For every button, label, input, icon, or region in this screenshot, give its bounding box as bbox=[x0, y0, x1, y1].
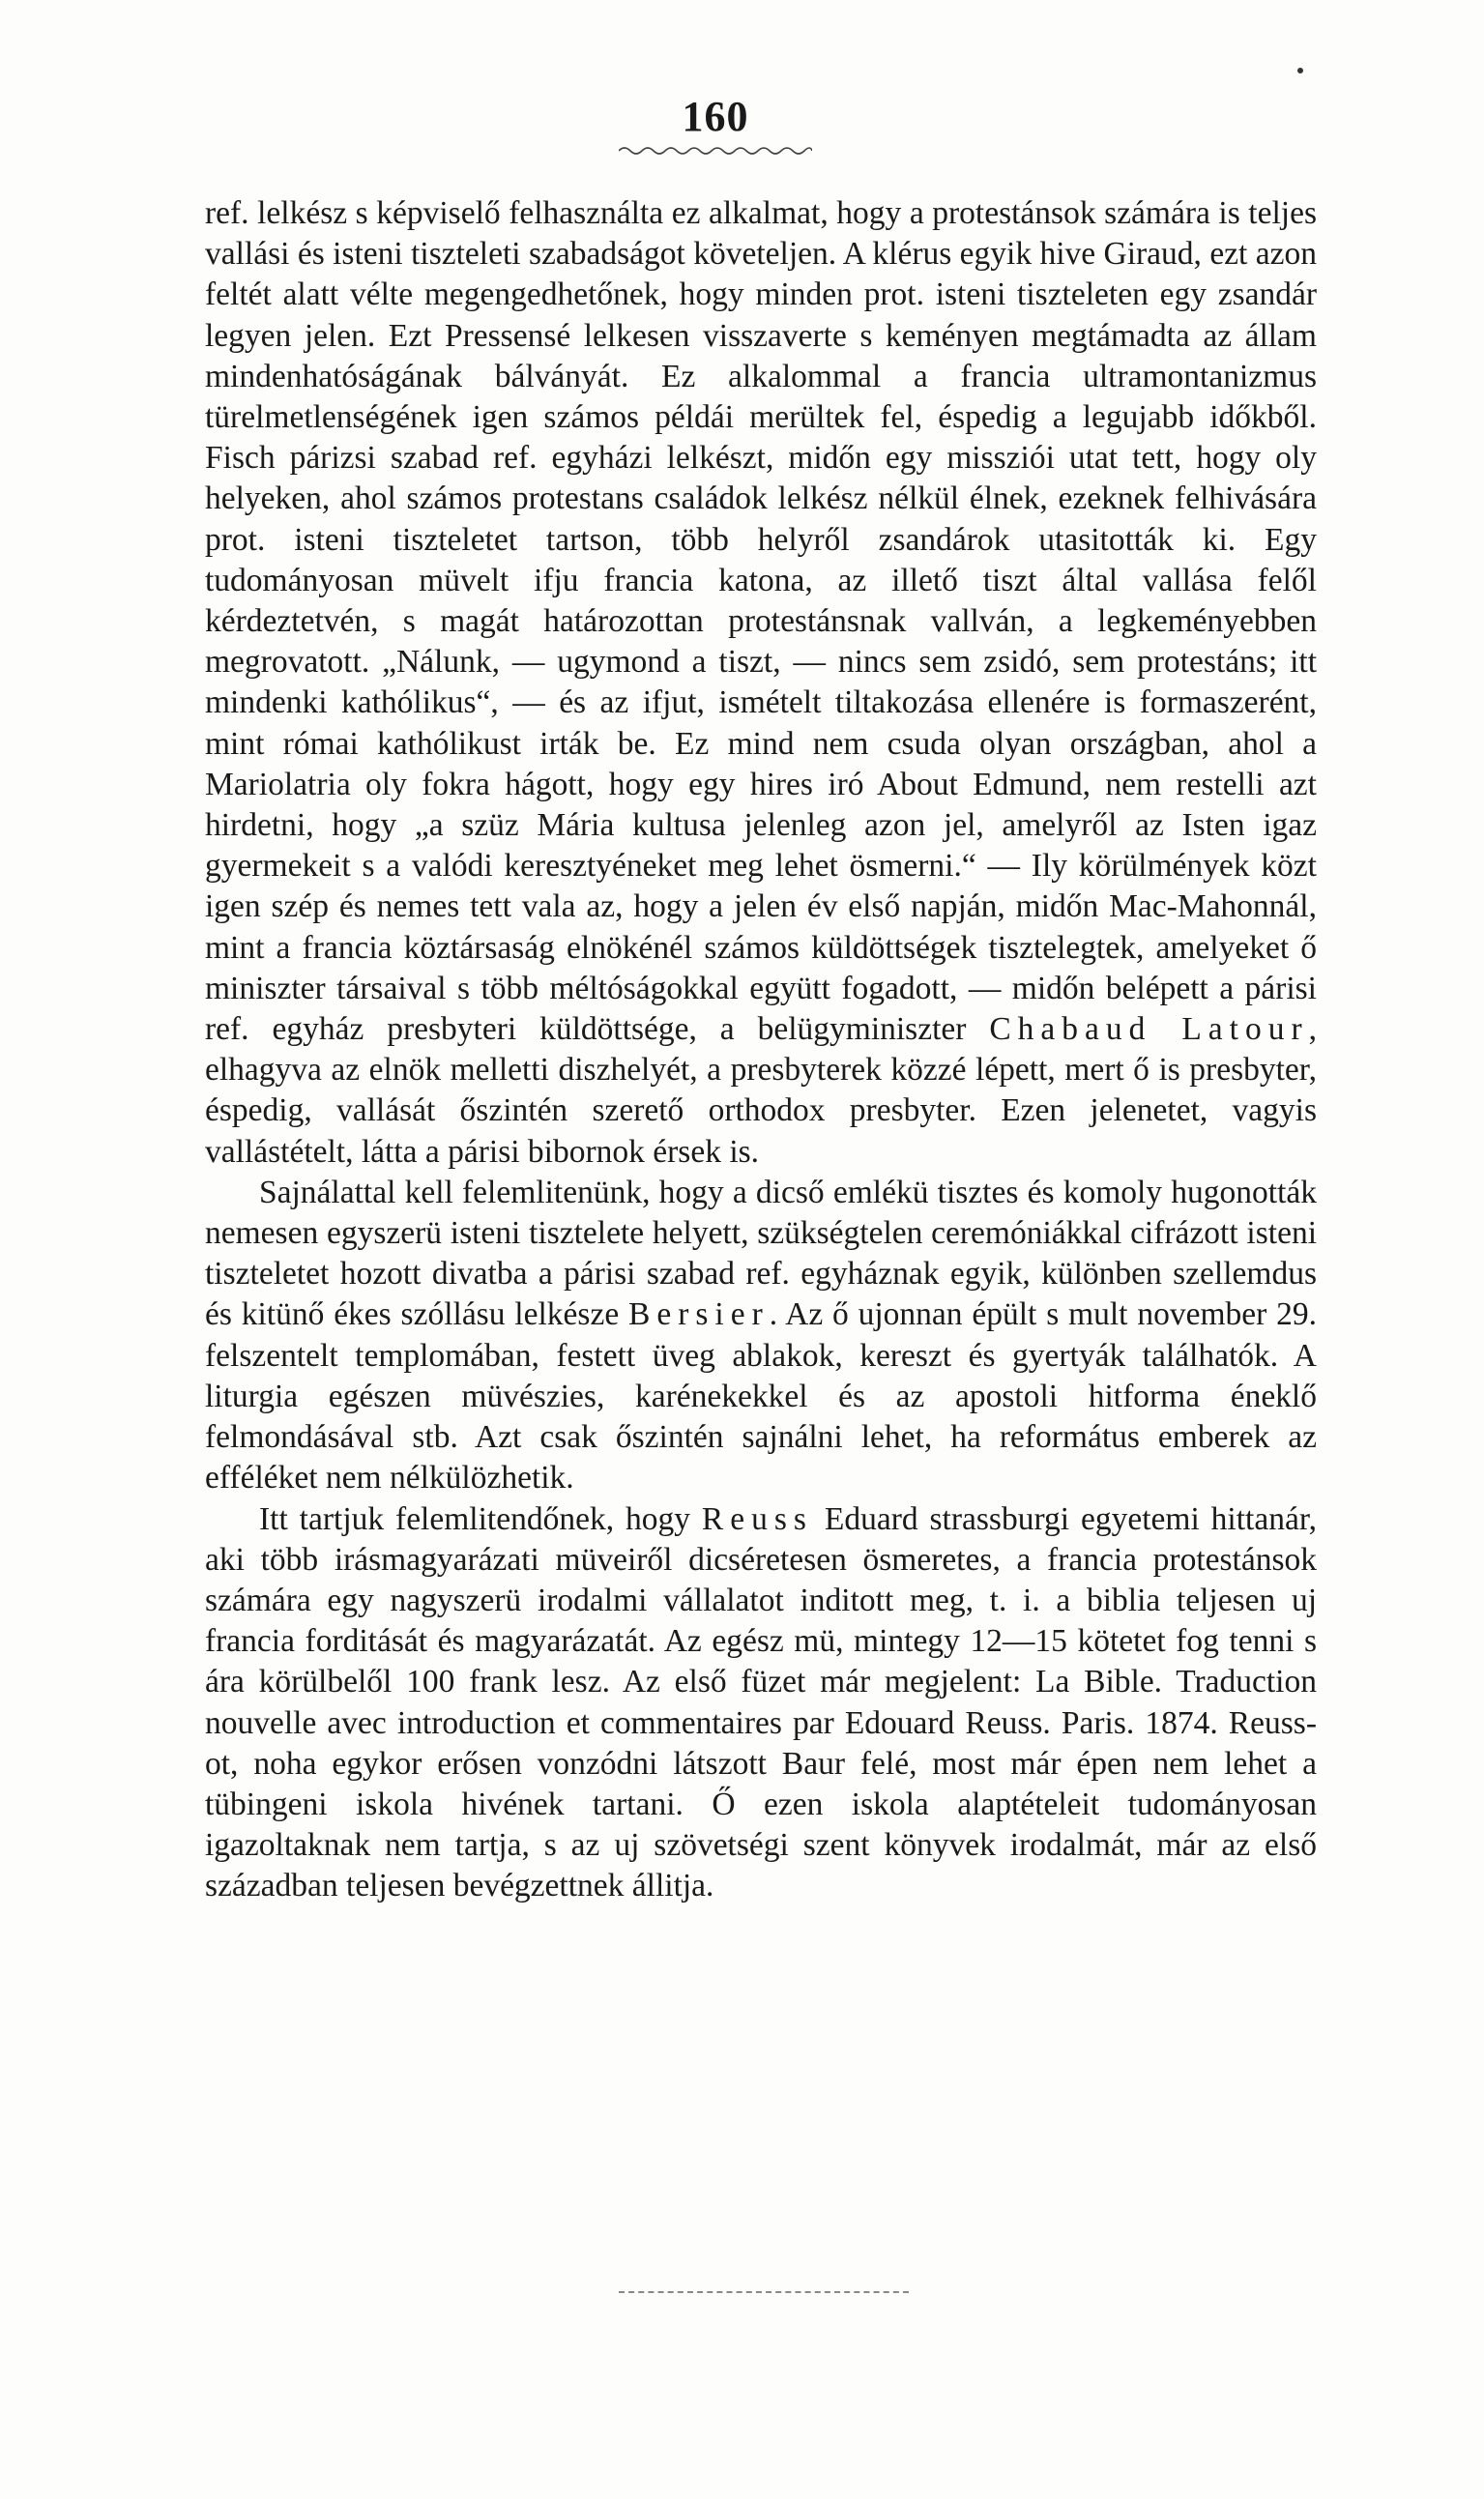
paragraph-1 bbox=[205, 193, 1317, 1173]
bottom-divider bbox=[619, 2291, 909, 2293]
page-number: 160 bbox=[682, 93, 749, 140]
text-run: Eduard strassburgi egyetemi hittanár, aki több irásmagyarázati müveiről dicséretesen ösmeretes, a francia protestánsok számára egy nagyszerü irodalmi vállalatot inditott meg, t. i. a biblia teljesen uj francia forditását és magyarázatát. Az egész mü, mintegy 12—15 kötetet fog tenni s ára körülbelől 100 frank lesz. Az első füzet már megjelent: La Bible. Traduction nouvelle avec introduction et commentaires par Edouard Reuss. Paris. 1874. Reuss-ot, noha egykor erősen vonzódni látszott Baur felé, most már épen nem lehet a tübingeni iskola hivének tartani. Ő ezen iskola alaptételeit tudományosan igazoltaknak nem tartja, s az uj szövetségi szent könyvek irodalmát, már az első században teljesen bevégzettnek állitja. bbox=[205, 1500, 1318, 1904]
text-run: Itt tartjuk felemlitendőnek, hogy bbox=[259, 1500, 702, 1537]
ink-speck bbox=[1297, 68, 1303, 73]
spaced-name: Chabaud Latour bbox=[989, 1011, 1309, 1048]
spaced-name: Reuss bbox=[701, 1500, 813, 1537]
paragraph-2 bbox=[205, 1173, 1317, 1499]
text-run: , elhagyva az elnök melletti diszhelyét, a presbyterek közzé lépett, mert ő is presbyter, éspedig, vallását őszintén szerető orthodox presbyter. Ezen jelenetet, vagyis vallástételt, látta a párisi bibornok érsek is. bbox=[205, 1011, 1317, 1170]
body-text bbox=[205, 193, 1317, 1907]
paragraph-3 bbox=[205, 1499, 1317, 1907]
text-run: ref. lelkész s képviselő felhasználta ez alkalmat, hogy a protestánsok számára is teljes vallási és isteni tiszteleti szabadságot követeljen. A klérus egyik hive Giraud, ezt azon feltét alatt vélte megengedhetőnek, hogy minden prot. isteni tiszteleten egy zsandár legyen jelen. Ezt Pressensé lelkesen visszaverte s keményen megtámadta az állam mindenhatóságának bálványát. Ez alkalommal a francia ultramontanizmus türelmetlenségének igen számos példái merültek fel, éspedig a legujabb időkből. Fisch párizsi szabad ref. egyházi lelkészt, midőn egy missziói utat tett, hogy oly helyeken, ahol számos protestans családok lelkész nélkül élnek, ezeknek felhivására prot. isteni tiszteletet tartson, több helyről zsandárok utasitották ki. Egy tudományosan müvelt ifju francia katona, az illető tiszt által vallása felől kérdeztetvén, s magát határozottan protestánsnak vallván, a legkeményebben megrovatott. „Nálunk, — ugymond a tiszt, — nincs sem zsidó, sem protestáns; itt mindenki kathólikus“, — és az ifjut, ismételt tiltakozása ellenére is formaszerént, mint római kathólikust irták be. Ez mind nem csuda olyan országban, ahol a Mariolatria oly fokra hágott, hogy egy hires iró About Edmund, nem restelli azt hirdetni, hogy „a szüz Mária kultusa jelenleg azon jel, amelyről az Isten igaz gyermekeit s a valódi keresztyéneket meg lehet ösmerni.“ — Ily körülmények közt igen szép és nemes tett vala az, hogy a jelen év első napján, midőn Mac-Mahonnál, mint a francia köztársaság elnökénél számos küldöttségek tisztelegtek, amelyeket ő miniszter társaival s több méltóságokkal együtt fogadott, — midőn belépett a párisi ref. egyház presbyteri küldöttsége, a belügyminiszter bbox=[205, 195, 1317, 1048]
text-run: . Az ő ujonnan épült s mult november 29. felszentelt templomában, festett üveg ablakok, kereszt és gyertyák találhatók. A liturgia egészen müvészies, karénekekkel és az apostoli hitforma éneklő felmondásával stb. Azt csak őszintén sajnálni lehet, ha református emberek az efféléket nem nélkülözhetik. bbox=[205, 1296, 1317, 1496]
ornament-rule bbox=[619, 143, 812, 162]
text-run: Sajnálattal kell felemlitenünk, hogy a dicső emlékü tisztes és komoly hugonották nemesen egyszerü isteni tisztelete helyett, szükségtelen ceremóniákkal cifrázott isteni tiszteletet hozott divatba a párisi szabad ref. egyháznak egyik, különben szellemdus és kitünő ékes szóllásu lelkésze bbox=[205, 1174, 1317, 1333]
spaced-name: Bersier bbox=[628, 1296, 770, 1333]
